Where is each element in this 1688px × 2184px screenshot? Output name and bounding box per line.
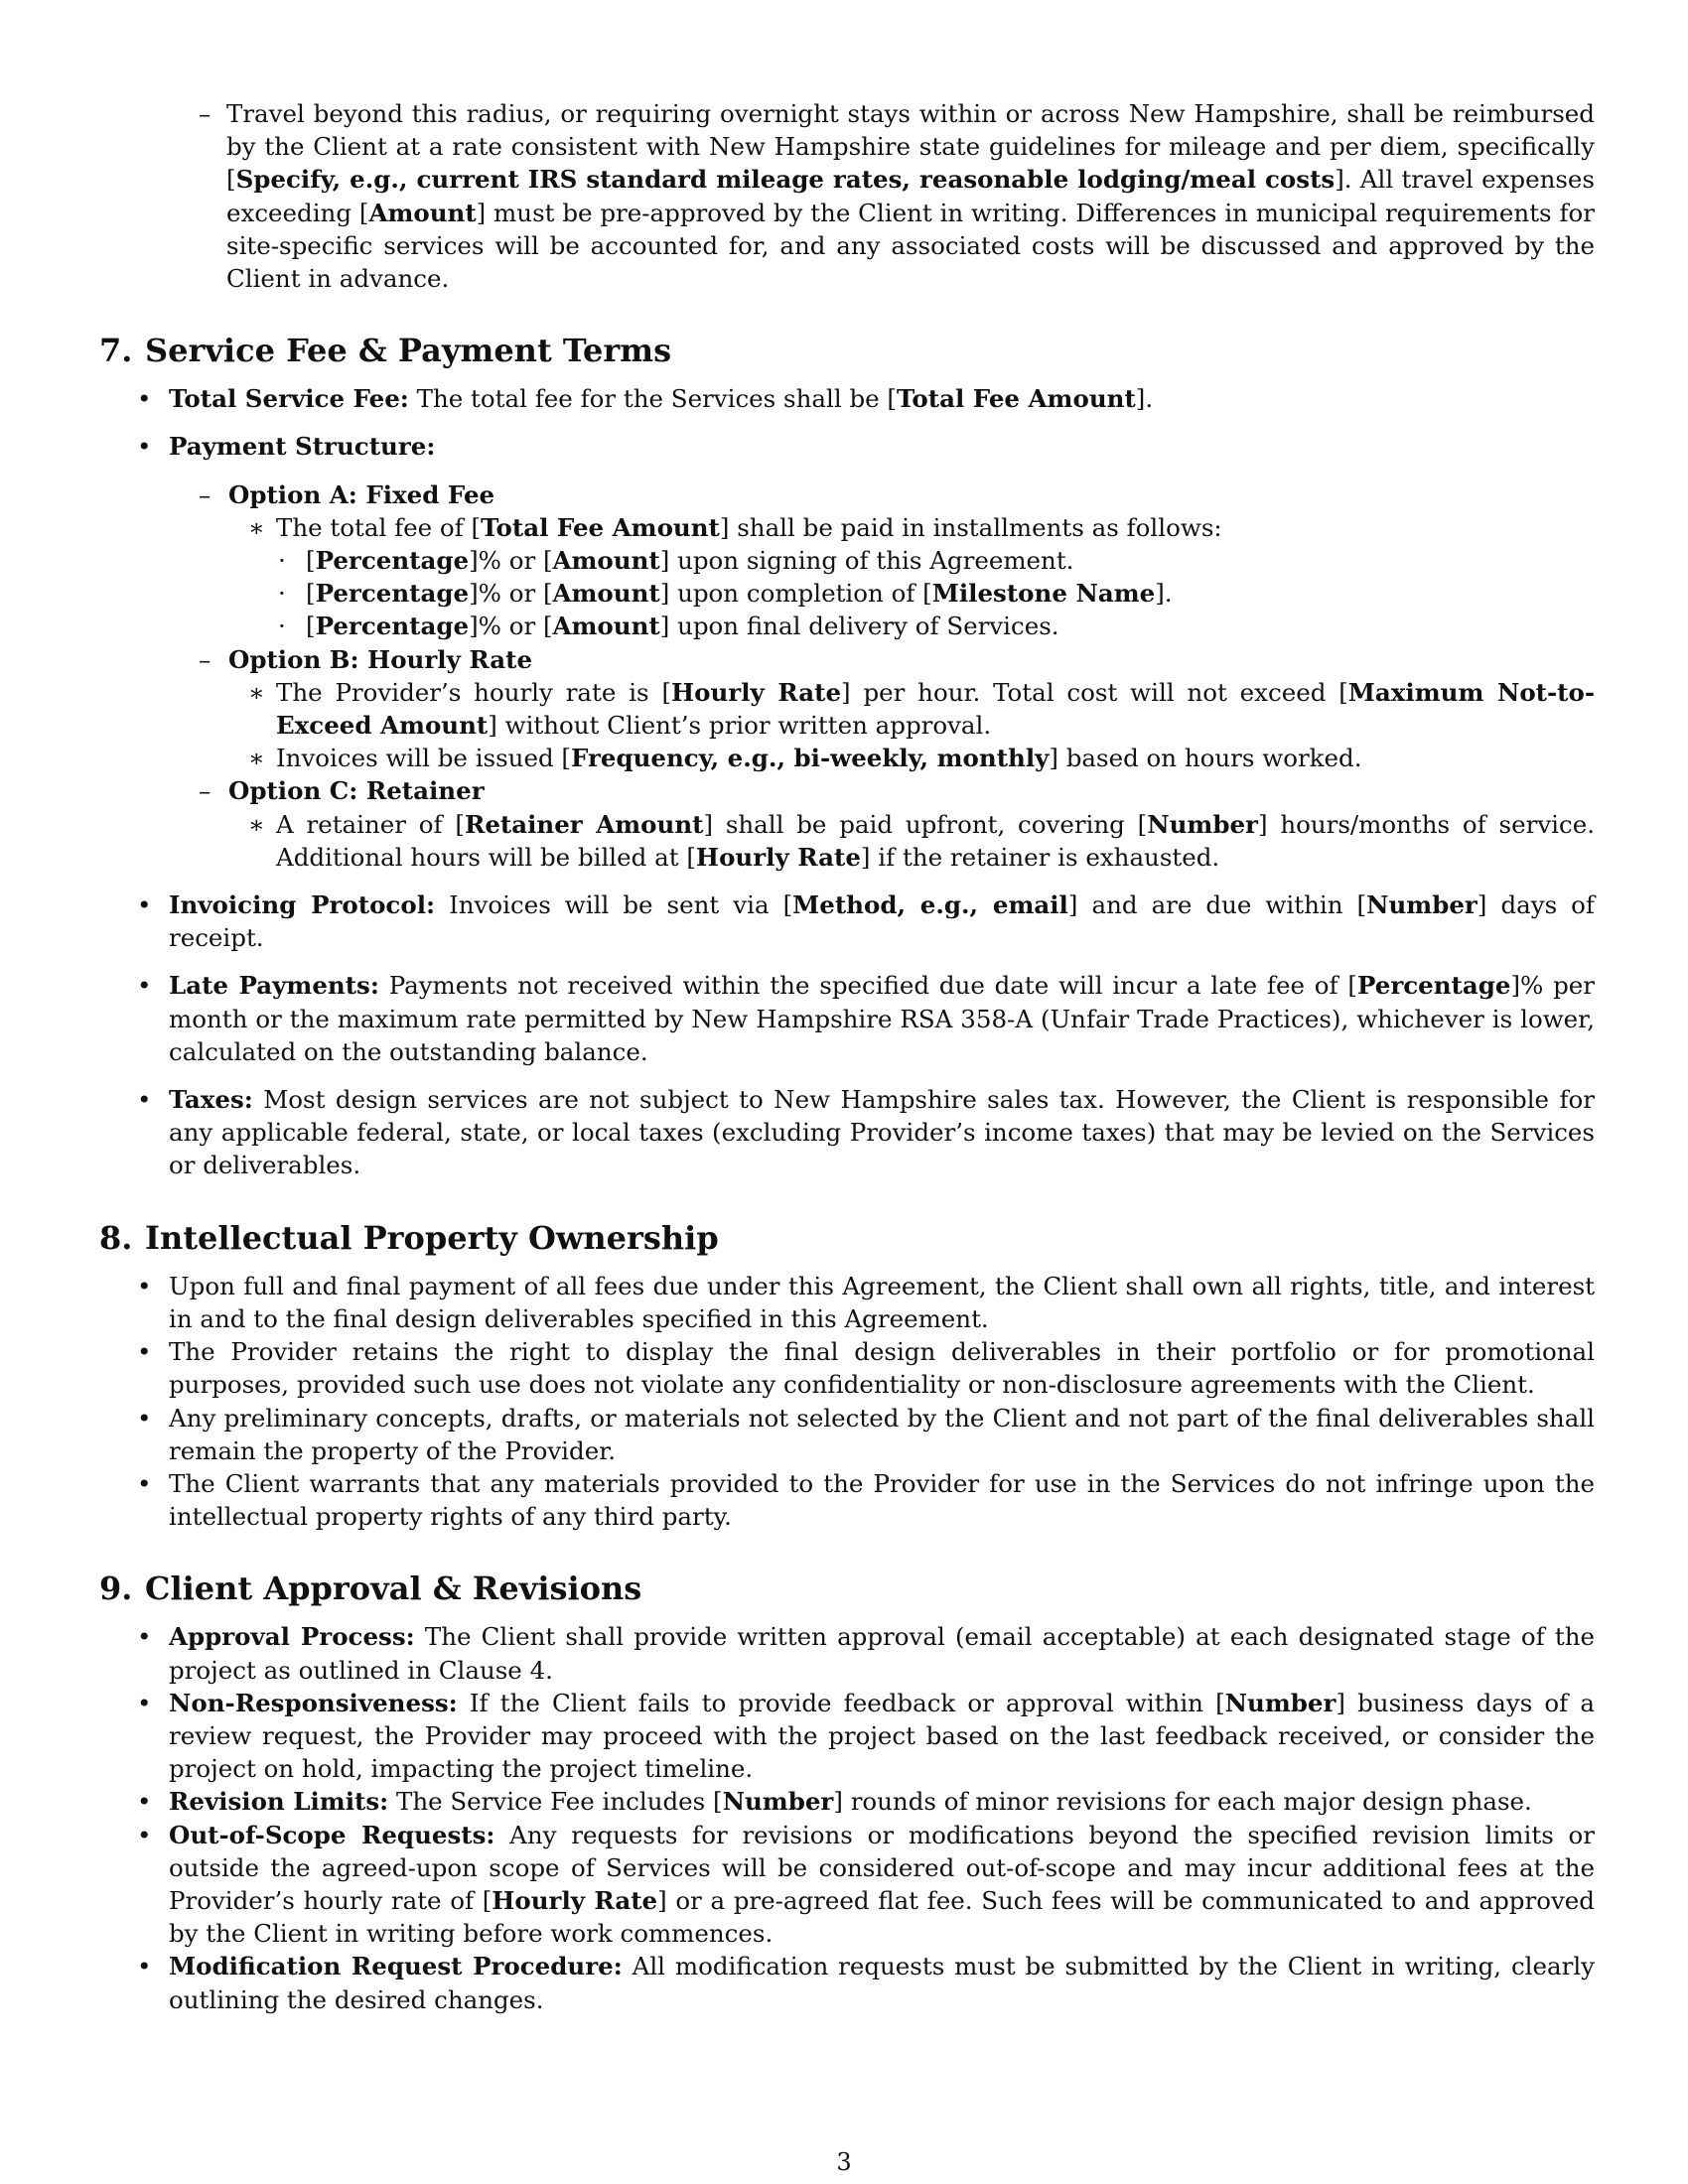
travel-reimbursement-item: [99, 97, 1595, 295]
late-payments-item: • Late Payments: Payments not received within the specified due date will incur a late fee of [Percentage]% per month or the maximum rate permitted by New Hampshire RSA 358-A (Unfair Trade Practices), whichever is lower, calculated on the outstanding balance.: [99, 969, 1595, 1068]
invoicing-protocol-item: • Invoicing Protocol: Invoices will be sent via [Method, e.g., email] and are due within [Number] days of receipt.: [99, 888, 1595, 954]
dash-marker: –: [199, 99, 211, 128]
installment-item: · [Percentage]% or [Amount] upon signing of this Agreement.: [278, 546, 1074, 576]
list-item: • The Provider retains the right to display the final design deliverables in their portfolio or for promotional purposes, provided such use does not violate any confidentiality or non-disclosure agreements with the Client.: [99, 1335, 1595, 1401]
option-b-sublist: [248, 676, 1595, 775]
installment-item: · [Percentage]% or [Amount] upon final delivery of Services.: [278, 612, 1059, 641]
revision-limits-item: • Revision Limits: The Service Fee includes [Number] rounds of minor revisions for each major design phase.: [99, 1785, 1595, 1818]
option-b-item: – Option B: Hourly Rate ∗ The Provider’s hourly rate is [Hourly Rate] per hour. Total cost will not exceed [Maximum Not-to-Exceed Amount] without Client’s prior written approval. ∗ Invoices will be issued [Frequency, e.g., bi-weekly, monthly] based on hours worked.: [228, 643, 1595, 775]
out-of-scope-item: • Out-of-Scope Requests: Any requests for revisions or modifications beyond the specified revision limits or outside the agreed-upon scope of Services will be considered out-of-scope and may incur additional fees at the Provider’s hourly rate of [Hourly Rate] or a pre-agreed flat fee. Such fees will be communicated to and approved by the Client in writing before work commences.: [99, 1819, 1595, 1951]
taxes-item: • Taxes: Most design services are not subject to New Hampshire sales tax. However, the Client is responsible for any applicable federal, state, or local taxes (excluding Provider’s income taxes) that may be levied on the Services or deliverables.: [99, 1083, 1595, 1182]
approval-process-item: • Approval Process: The Client shall provide written approval (email acceptable) at each designated stage of the project as outlined in Clause 4.: [99, 1620, 1595, 1686]
payment-options-list: [199, 478, 1596, 874]
option-a-sublist: [248, 511, 1595, 643]
section-7-list: [99, 382, 1595, 1181]
section-8-heading: 8. Intellectual Property Ownership: [99, 1218, 719, 1257]
list-item: ∗ Invoices will be issued [Frequency, e.g., bi-weekly, monthly] based on hours worked.: [248, 744, 1362, 773]
list-item: • Any preliminary concepts, drafts, or materials not selected by the Client and not part of the final deliverables shall remain the property of the Provider.: [99, 1402, 1595, 1467]
document-page: [99, 97, 1595, 2016]
modification-request-item: • Modification Request Procedure: All modification requests must be submitted by the Client in writing, clearly outlining the desired changes.: [99, 1950, 1595, 2015]
option-c-item: – Option C: Retainer ∗ A retainer of [Retainer Amount] shall be paid upfront, covering [Number] hours/months of service. Additional hours will be billed at [Hourly Rate] if the retainer is exhausted.: [228, 774, 1595, 874]
section-7-heading: 7. Service Fee & Payment Terms: [99, 332, 672, 370]
list-item: ∗ The Provider’s hourly rate is [Hourly Rate] per hour. Total cost will not exceed [Maximum Not-to-Exceed Amount] without Client’s prior written approval.: [248, 677, 1595, 741]
page-number: 3: [836, 2148, 852, 2176]
total-service-fee-item: • Total Service Fee: The total fee for the Services shall be [Total Fee Amount].: [99, 382, 1595, 415]
section-8-list: [99, 1270, 1595, 1534]
list-item: ∗ The total fee of [Total Fee Amount] shall be paid in installments as follows: · [Percentage]% or [Amount] upon signing of this Agreement. · [Percentage]% or [Amount] upon completion of [Milestone Name]. · [Percentage]% or [Amount] upon final delivery of Services.: [248, 511, 1595, 643]
option-c-sublist: [248, 808, 1595, 874]
travel-reimbursement-text: Travel beyond this radius, or requiring overnight stays within or across New Hampshire, shall be reimbursed by the Client at a rate consistent with New Hampshire state guidelines for mileage and per diem, specifically [Specify, e.g., current IRS standard mileage rates, reasonable lodging/meal costs]. All travel expenses exceeding [Amount] must be pre-approved by the Client in writing. Differences in municipal requirements for site-specific services will be accounted for, and any associated costs will be discussed and approved by the Client in advance.: [226, 99, 1595, 294]
section-9-list: [99, 1620, 1595, 2015]
non-responsiveness-item: • Non-Responsiveness: If the Client fails to provide feedback or approval within [Number] business days of a review request, the Provider may proceed with the project based on the last feedback received, or consider the project on hold, impacting the project timeline.: [99, 1687, 1595, 1786]
option-a-item: – Option A: Fixed Fee ∗ The total fee of [Total Fee Amount] shall be paid in installments as follows: · [Percentage]% or [Amount] upon signing of this Agreement. · [Percentage]% or [Amount] upon completion of [Milestone Name]. · [Percentage]% or [Amount] upon final delivery of Services.: [228, 478, 1595, 643]
section-9-heading: 9. Client Approval & Revisions: [99, 1570, 642, 1608]
payment-structure-item: • Payment Structure: – Option A: Fixed Fee ∗ The total fee of [Total Fee Amount] shall be paid in installments as follows: · [Percentage]% or [Amount] upon signing of this Agreement. · [Percentage]% or [Amount] upon completion of [Milestone Name]. · [Percentage]% or [Amount] upon final delivery of Services. – Option B: Hourly Rate ∗ The Provider’s hourly rate is [Hourly Rate] per hour. Total cost will not exceed [Maximum Not-to-Exceed Amount] without Client’s prior written approval. ∗ Invoices will be issued [Frequency, e.g., bi-weekly, monthly] based on hours worked. – Option C: Retainer ∗ A retainer of [Retainer Amount] shall be paid upfront, covering [Number] hours/months of service. Additional hours will be billed at [Hourly Rate] if the retainer is exhausted.: [99, 430, 1595, 874]
list-item: • The Client warrants that any materials provided to the Provider for use in the Services do not infringe upon the intellectual property rights of any third party.: [99, 1467, 1595, 1533]
installment-item: · [Percentage]% or [Amount] upon completion of [Milestone Name].: [278, 579, 1173, 609]
list-item: • Upon full and final payment of all fees due under this Agreement, the Client shall own all rights, title, and interest in and to the final design deliverables specified in this Agreement.: [99, 1270, 1595, 1335]
list-item: ∗ A retainer of [Retainer Amount] shall be paid upfront, covering [Number] hours/months of service. Additional hours will be billed at [Hourly Rate] if the retainer is exhausted.: [248, 809, 1596, 872]
installments-list: [276, 544, 1595, 643]
